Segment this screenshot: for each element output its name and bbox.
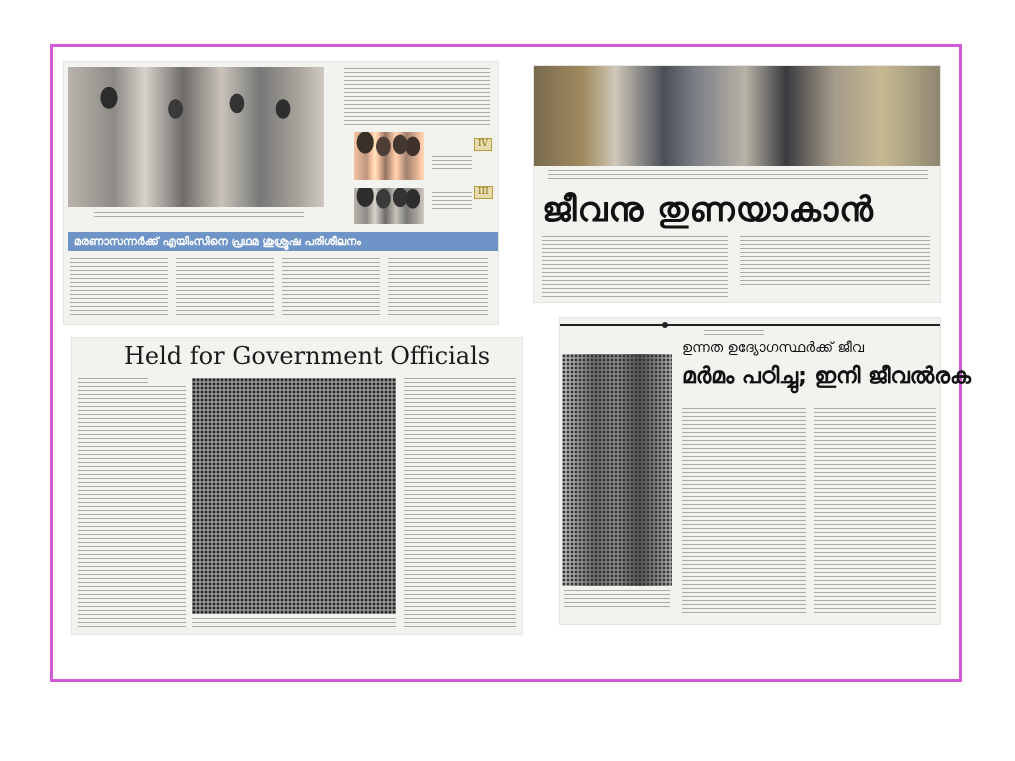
body-column-2 <box>176 258 274 318</box>
clipping-headline: Held for Government Officials <box>124 342 491 370</box>
side-column-text <box>344 68 490 126</box>
photo-caption-lines <box>192 618 396 630</box>
clipping-photo-officials <box>562 354 672 586</box>
body-column-4 <box>388 258 488 318</box>
byline <box>78 378 148 383</box>
badge-iv: IV <box>474 138 492 151</box>
body-column-right <box>404 378 516 628</box>
inset-caption-1 <box>432 156 472 170</box>
header-fragment <box>704 330 764 336</box>
rule-dot <box>662 322 668 328</box>
badge-iii: III <box>474 186 493 199</box>
inset-caption-2 <box>432 192 472 212</box>
inset-building-photo <box>354 188 424 224</box>
clipping-kicker: ഉന്നത ഉദ്യോഗസ്ഥർക്ക് ജീവ <box>682 340 865 356</box>
body-column-1 <box>542 236 728 298</box>
clipping-photo-group-training <box>68 67 324 207</box>
body-column-left <box>78 386 186 628</box>
inset-portrait-photo <box>354 132 424 180</box>
news-clipping-bottom-right <box>560 318 972 624</box>
body-column-1 <box>70 258 168 318</box>
clipping-headline: മർമം പഠിച്ചു; ഇനി ജീവൽരക <box>682 364 972 389</box>
clipping-photo-cpr-practice <box>534 66 940 166</box>
top-rule <box>560 324 940 326</box>
photo-caption-lines <box>564 590 670 610</box>
body-column-2 <box>740 236 930 286</box>
body-column-1 <box>682 408 806 616</box>
photo-caption-lines <box>548 170 928 182</box>
clipping-banner-headline: മരണാസന്നർക്ക് എയിംസിനെ പ്രഥമ ശുശ്രൂഷ പരിശീലനം <box>68 232 498 251</box>
body-column-3 <box>282 258 380 318</box>
body-column-2 <box>814 408 936 616</box>
photo-caption-lines <box>94 212 304 220</box>
news-clipping-top-left <box>64 62 498 324</box>
news-clipping-top-right <box>534 66 940 302</box>
news-clipping-bottom-left <box>72 338 522 634</box>
clipping-photo-training-session <box>192 378 396 614</box>
clipping-headline: ജീവനു തുണയാകാൻ <box>542 190 874 230</box>
